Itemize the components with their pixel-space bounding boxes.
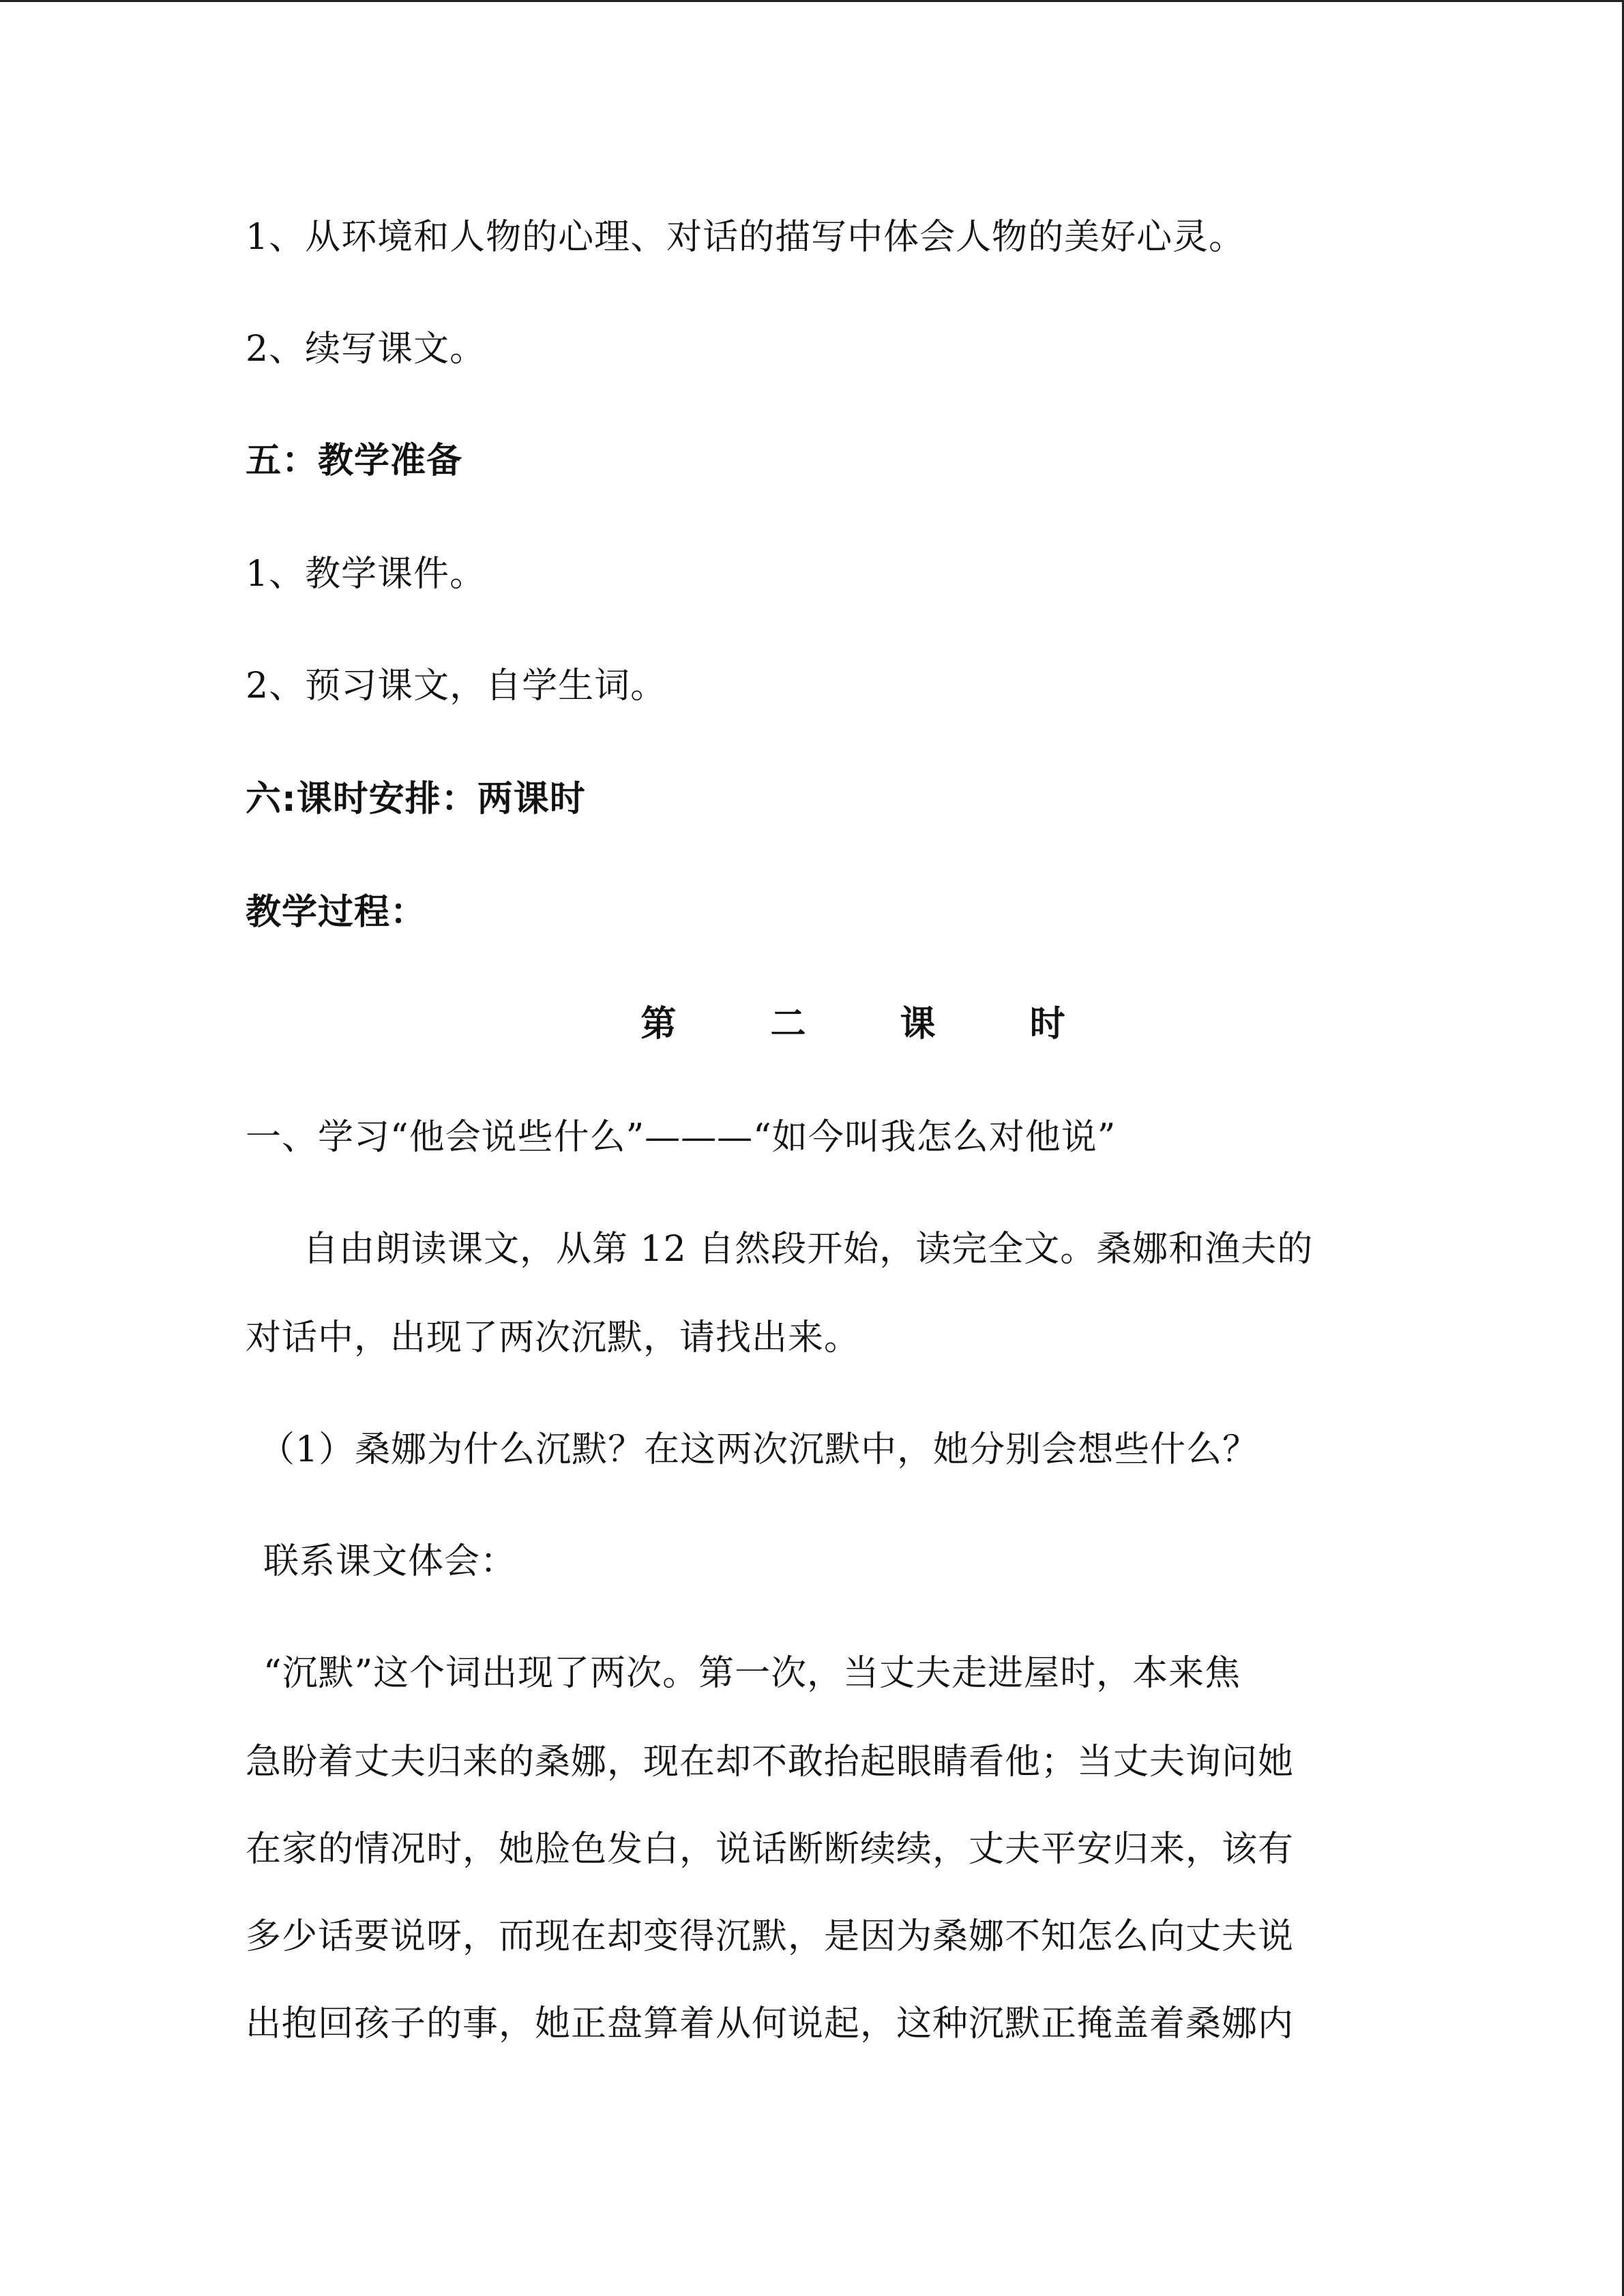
- section-heading-teaching-preparation: 五：教学准备: [246, 441, 463, 481]
- preparation-item-1: 1、教学课件。: [246, 554, 486, 595]
- analysis-line-4: 多少话要说呀，而现在却变得沉默，是因为桑娜不知怎么向丈夫说: [246, 1916, 1295, 1957]
- analysis-line-1: “沉默”这个词出现了两次。第一次，当丈夫走进屋时，本来焦: [263, 1653, 1241, 1694]
- question-1: （1）桑娜为什么沉默？在这两次沉默中，她分别会想些什么？: [259, 1429, 1259, 1470]
- section-heading-class-schedule: 六:课时安排：两课时: [246, 779, 586, 820]
- objective-item-1: 1、从环境和人物的心理、对话的描写中体会人物的美好心灵。: [246, 217, 1245, 258]
- analysis-line-2: 急盼着丈夫归来的桑娜，现在却不敢抬起眼睛看他；当丈夫询问她: [246, 1742, 1295, 1783]
- paragraph-1-line-1: 自由朗读课文，从第 12 自然段开始，读完全文。桑娜和渔夫的: [303, 1229, 1314, 1270]
- paragraph-1-line-2: 对话中，出现了两次沉默，请找出来。: [246, 1317, 861, 1358]
- preparation-item-2: 2、预习课文，自学生词。: [246, 666, 667, 706]
- part-heading-1: 一、学习“他会说些什么”———“如今叫我怎么对他说”: [246, 1117, 1117, 1158]
- lesson-title: 第 二 课 时: [640, 1004, 1106, 1045]
- objective-item-2: 2、续写课文。: [246, 329, 486, 370]
- analysis-line-3: 在家的情况时，她脸色发白，说话断断续续，丈夫平安归来，该有: [246, 1829, 1295, 1870]
- section-heading-teaching-process: 教学过程：: [246, 892, 427, 933]
- contextual-note-label: 联系课文体会：: [263, 1541, 517, 1582]
- analysis-line-5: 出抱回孩子的事，她正盘算着从何说起，这种沉默正掩盖着桑娜内: [246, 2003, 1295, 2044]
